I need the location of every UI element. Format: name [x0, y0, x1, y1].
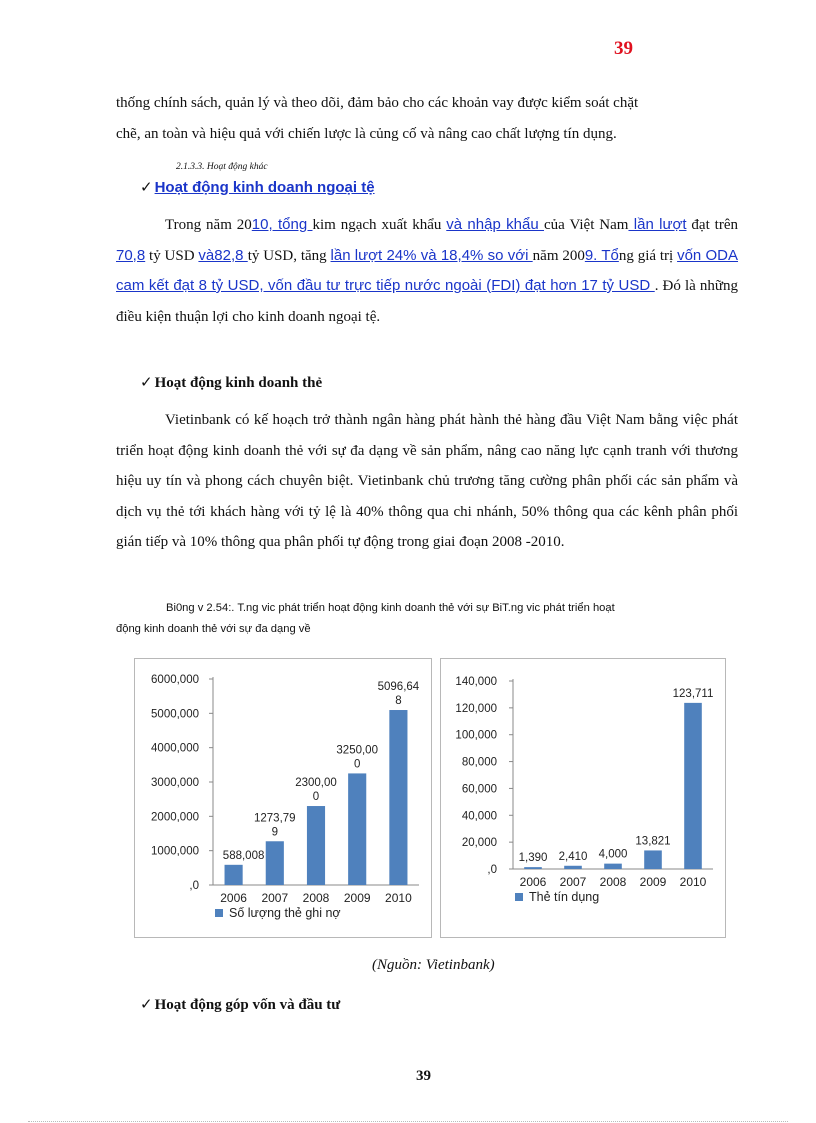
heading-card-business: [140, 373, 322, 392]
debit-card-chart-svg: [135, 659, 431, 937]
data-label: 2,410: [558, 850, 588, 863]
bar: [684, 703, 702, 869]
data-label: 4,000: [598, 848, 628, 861]
hyperlink[interactable]: 10, tổng: [251, 216, 313, 233]
y-tick-label: 4000,000: [151, 742, 199, 755]
x-tick-label: 2010: [679, 875, 707, 889]
y-tick-label: 3000,000: [151, 777, 199, 789]
text-run: . Đó là những điều kiện thuận lợi cho kinh doanh ngoại tệ.: [116, 278, 738, 325]
x-tick-label: 2007: [261, 891, 289, 905]
legend-swatch: [515, 893, 523, 901]
heading-fx-link[interactable]: Hoạt động kinh doanh ngoại tệ: [154, 179, 375, 196]
y-tick-label: 140,000: [455, 676, 497, 688]
x-tick-label: 2009: [639, 875, 667, 889]
bar: [307, 806, 325, 885]
text-run: tỷ USD: [145, 247, 199, 264]
hyperlink[interactable]: 70,8: [116, 246, 146, 264]
x-tick-label: 2009: [343, 891, 371, 905]
paragraph-line: thống chính sách, quản lý và theo dõi, đảm bảo cho các khoản vay được kiểm soát chặt: [116, 95, 639, 111]
text-run: của Việt Nam: [544, 217, 629, 233]
bar: [266, 841, 284, 885]
data-label: 588,008: [222, 849, 265, 862]
data-label: 0: [353, 758, 361, 771]
x-tick-label: 2008: [302, 891, 330, 905]
data-label: 1,390: [518, 852, 548, 865]
text-run: năm 200: [532, 247, 585, 264]
debit-card-chart: [134, 658, 432, 938]
heading-investment: [140, 995, 340, 1014]
y-tick-label: 2000,000: [151, 811, 199, 824]
x-tick-label: 2006: [519, 875, 547, 889]
data-label: 13,821: [635, 835, 671, 848]
legend-label: Số lượng thẻ ghi nợ: [229, 906, 341, 920]
bar: [604, 864, 622, 869]
figure-caption-line: Bi0ng v 2.54:. T.ng vic phát triển hoạt động kinh doanh thẻ với sự BiT.ng vic phát triển hoạt: [166, 602, 615, 614]
source-note: (Nguồn: Vietinbank): [372, 957, 495, 973]
bar: [389, 710, 407, 885]
heading-foreign-exchange: [140, 178, 375, 197]
data-label: 8: [395, 695, 402, 708]
page-number-top: 39: [614, 38, 633, 59]
bar: [348, 773, 366, 885]
y-tick-label: ,0: [487, 864, 497, 876]
data-label: 123,711: [672, 687, 714, 700]
legend-swatch: [215, 909, 223, 917]
paragraph-line: chẽ, an toàn và hiệu quả với chiến lược là củng cố và nâng cao chất lượng tín dụng.: [116, 125, 617, 142]
data-label: 0: [312, 791, 320, 804]
hyperlink[interactable]: 9. Tổ: [584, 246, 619, 264]
y-tick-label: 80,000: [461, 756, 497, 769]
hyperlink[interactable]: lần lượt 24% và 18,4% so với: [330, 246, 533, 264]
bar: [225, 865, 243, 885]
y-tick-label: 60,000: [461, 783, 497, 796]
section-label: 2.1.3.3. Hoạt động khác: [176, 162, 268, 172]
y-tick-label: ,0: [189, 880, 199, 892]
hyperlink[interactable]: và82,8: [198, 246, 248, 264]
text-run: Trong năm 20: [165, 217, 252, 233]
data-label: 9: [271, 826, 279, 839]
text-run: tỷ USD, tăng: [247, 247, 331, 264]
heading-card-text: Hoạt động kinh doanh thẻ: [154, 375, 323, 391]
credit-card-chart-svg: [441, 659, 725, 937]
x-tick-label: 2006: [220, 891, 247, 905]
paragraph-card-business: Vietinbank có kế hoạch trở thành ngân hàng phát hành thẻ hàng đầu Việt Nam bằng việc phát triển hoạt động kinh doanh thẻ với sự đa dạng về sản phẩm, nâng cao năng lực cạnh tranh với thương hiệu uy tín và phong cách chuyên biệt. Vietinbank chủ trương tăng cường phân phối các sản phẩm và dịch vụ thẻ tới khách hàng với tỷ lệ là 40% thông qua chi nhánh, 50% thông qua các kênh phân phối gián tiếp và 10% thông qua phân phối tự động trong giai đoạn 2008 -2010.: [116, 412, 738, 550]
data-label: 1273,79: [254, 812, 296, 825]
y-tick-label: 40,000: [461, 810, 497, 823]
text-run: ng giá trị: [618, 247, 678, 264]
data-label: 2300,00: [295, 777, 337, 790]
figure-caption: [116, 598, 738, 640]
hyperlink[interactable]: lần lượt: [628, 216, 687, 233]
x-tick-label: 2007: [559, 875, 587, 889]
text-run: kim ngạch xuất khẩu: [312, 217, 447, 233]
page-number-bottom: 39: [416, 1068, 431, 1084]
y-tick-label: 100,000: [455, 729, 497, 742]
paragraph-credit-policy: [116, 88, 738, 149]
x-tick-label: 2010: [385, 891, 412, 905]
hyperlink[interactable]: vốn ODA cam kết đạt 8 tỷ USD, vốn đầu tư trực tiếp nước ngoài (FDI) đạt hơn 17 tỷ USD: [116, 246, 739, 294]
check-icon: ✓: [140, 180, 153, 196]
data-label: 3250,00: [336, 744, 378, 757]
check-icon: ✓: [140, 997, 153, 1013]
y-tick-label: 6000,000: [151, 674, 199, 686]
y-tick-label: 120,000: [455, 702, 497, 715]
data-label: 5096,64: [377, 681, 420, 694]
figure-caption-line: động kinh doanh thẻ với sự đa dạng về: [116, 623, 311, 635]
y-tick-label: 5000,000: [151, 708, 199, 721]
footer-divider: [28, 1121, 788, 1122]
legend-label: Thẻ tín dụng: [529, 890, 600, 904]
credit-card-chart: [440, 658, 726, 938]
text-run: đạt trên: [686, 217, 738, 233]
x-tick-label: 2008: [599, 875, 627, 889]
hyperlink[interactable]: và nhập khẩu: [446, 216, 544, 233]
heading-invest-text: Hoạt động góp vốn và đầu tư: [154, 997, 341, 1013]
bar: [644, 850, 662, 869]
paragraph-foreign-exchange: [116, 210, 738, 332]
bar: [564, 866, 582, 869]
bar: [524, 867, 542, 869]
y-tick-label: 1000,000: [151, 845, 199, 858]
y-tick-label: 20,000: [461, 837, 497, 850]
check-icon: ✓: [140, 375, 153, 391]
